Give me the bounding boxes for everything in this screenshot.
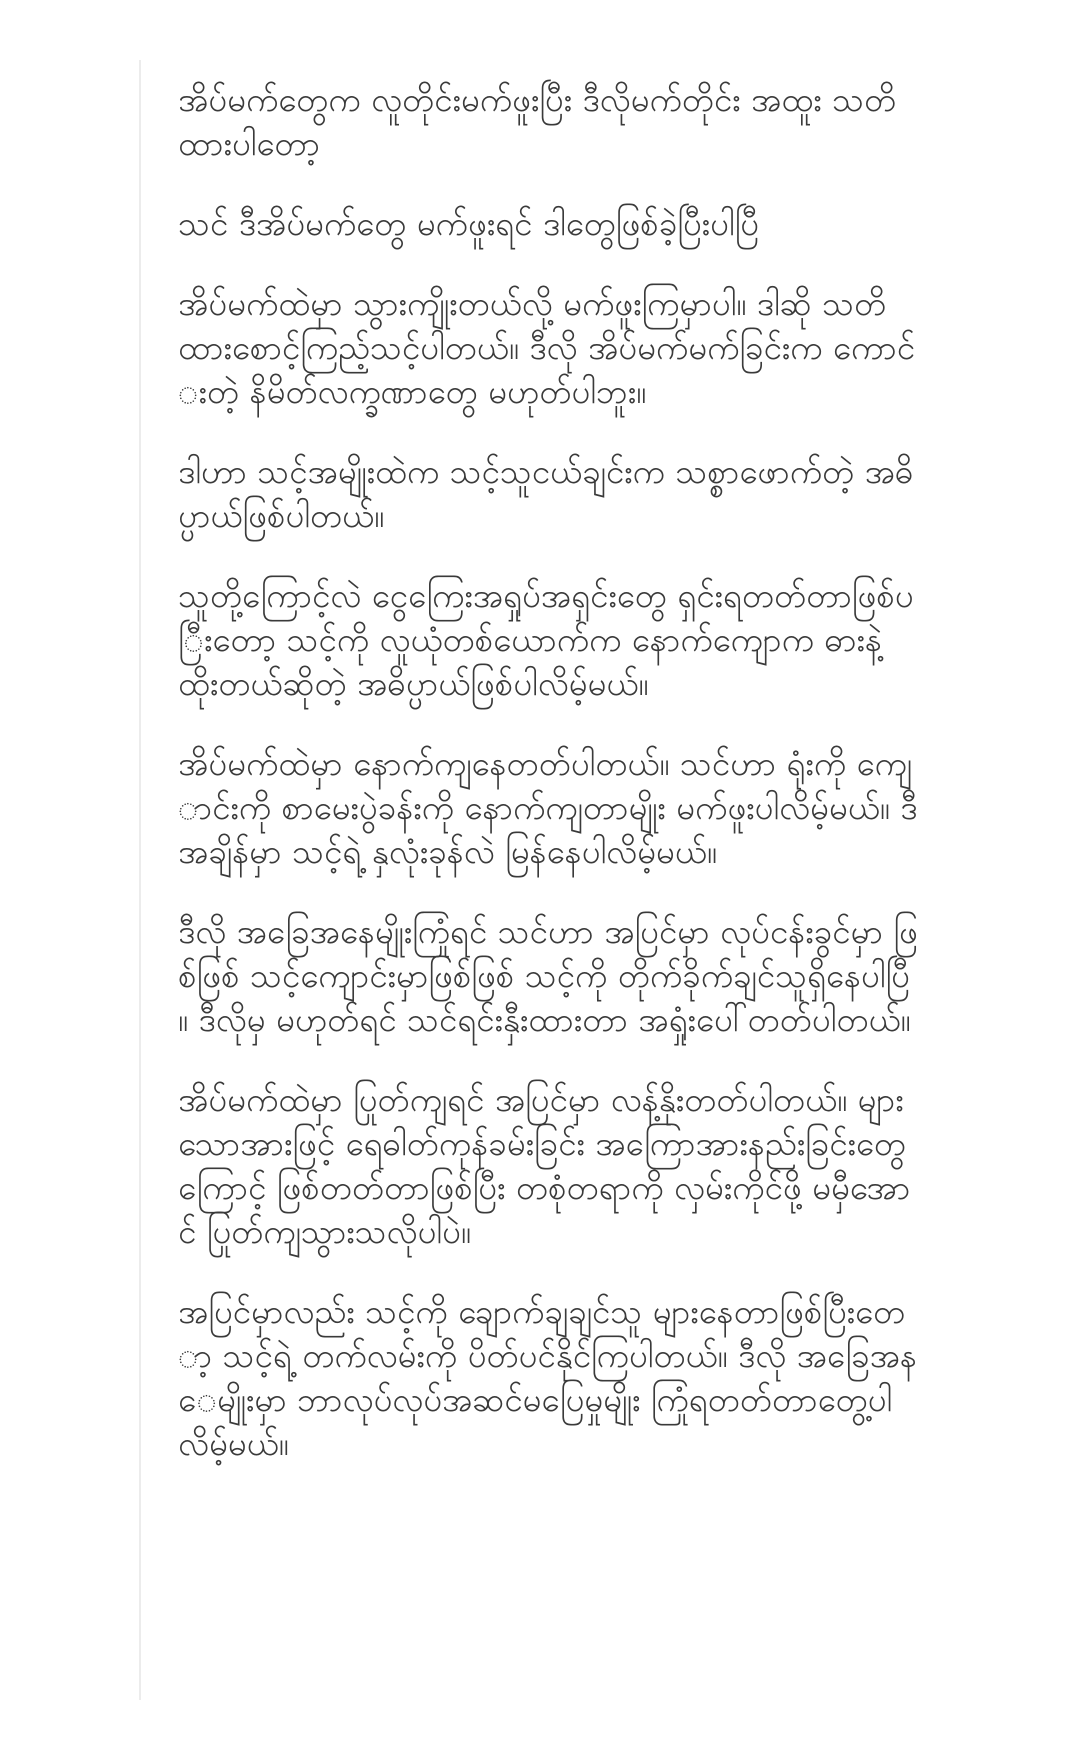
- paragraph-7: ဒီလို အခြေအနေမျိုးကြုံရင် သင်ဟာ အပြင်မှာ လုပ်ငန်းခွင်မှာ ဖြစ်ဖြစ် သင့်ကျောင်းမှာဖြစ်ဖြစ် သင့်ကို တိုက်ခိုက်ချင်သူရှိနေပါပြီ။ ဒီလိုမှ မဟုတ်ရင် သင်ရင်းနှီးထားတာ အရှုံးပေါ်တတ်ပါတယ်။: [178, 912, 918, 1039]
- paragraph-9: အပြင်မှာလည်း သင့်ကို ချောက်ချချင်သူ များနေတာဖြစ်ပြီးတော့ သင့်ရဲ့ တက်လမ်းကို ပိတ်ပင်နိုင်ကြပါတယ်။ ဒီလို အခြေအနေမျိုးမှာ ဘာလုပ်လုပ်အဆင်မပြေမှုမျိုး ကြုံရတတ်တာတွေ့ပါလိမ့်မယ်။: [178, 1292, 917, 1463]
- left-margin-rule: [139, 60, 141, 1700]
- paragraph-8: အိပ်မက်ထဲမှာ ပြုတ်ကျရင် အပြင်မှာ လန့်နိုးတတ်ပါတယ်။ များသောအားဖြင့် ရေဓါတ်ကုန်ခမ်းခြင်း အကြောအားနည်းခြင်းတွေကြောင့် ဖြစ်တတ်တာဖြစ်ပြီး တစုံတရာကို လှမ်းကိုင်ဖို့ မမှီအောင် ပြုတ်ကျသွားသလိုပါပဲ။: [178, 1080, 911, 1251]
- paragraph-2: သင် ဒီအိပ်မက်တွေ မက်ဖူးရင် ဒါတွေဖြစ်ခဲ့ပြီးပါပြီ: [178, 204, 759, 243]
- paragraph-3: အိပ်မက်ထဲမှာ သွားကျိုးတယ်လို့ မက်ဖူးကြမှာပါ။ ဒါဆို သတိထားစောင့်ကြည့်သင့်ပါတယ်။ ဒီလို အိပ်မက်မက်ခြင်းက ကောင်းတဲ့ နိမိတ်လက္ခဏာတွေ မဟုတ်ပါဘူး။: [178, 284, 916, 411]
- paragraph-1: အိပ်မက်တွေက လူတိုင်းမက်ဖူးပြီး ဒီလိုမက်တိုင်း အထူး သတိထားပါတော့: [178, 80, 897, 163]
- paragraph-6: အိပ်မက်ထဲမှာ နောက်ကျနေတတ်ပါတယ်။ သင်ဟာ ရုံးကို ကျောင်းကို စာမေးပွဲခန်းကို နောက်ကျတာမျိုး မက်ဖူးပါလိမ့်မယ်။ ဒီအချိန်မှာ သင့်ရဲ့ နှလုံးခုန်လဲ မြန်နေပါလိမ့်မယ်။: [178, 744, 918, 871]
- article-body: [178, 78, 918, 1502]
- paragraph-5: သူတို့ကြောင့်လဲ ငွေကြေးအရှုပ်အရှင်းတွေ ရှင်းရတတ်တာဖြစ်ပြီးတော့ သင့်ကို လူယုံတစ်ယောက်က နောက်ကျောက ဓားနဲ့ ထိုးတယ်ဆိုတဲ့ အဓိပ္ပာယ်ဖြစ်ပါလိမ့်မယ်။: [178, 576, 914, 703]
- paragraph-4: ဒါဟာ သင့်အမျိုးထဲက သင့်သူငယ်ချင်းက သစ္စာဖောက်တဲ့ အဓိပ္ပာယ်ဖြစ်ပါတယ်။: [178, 452, 914, 535]
